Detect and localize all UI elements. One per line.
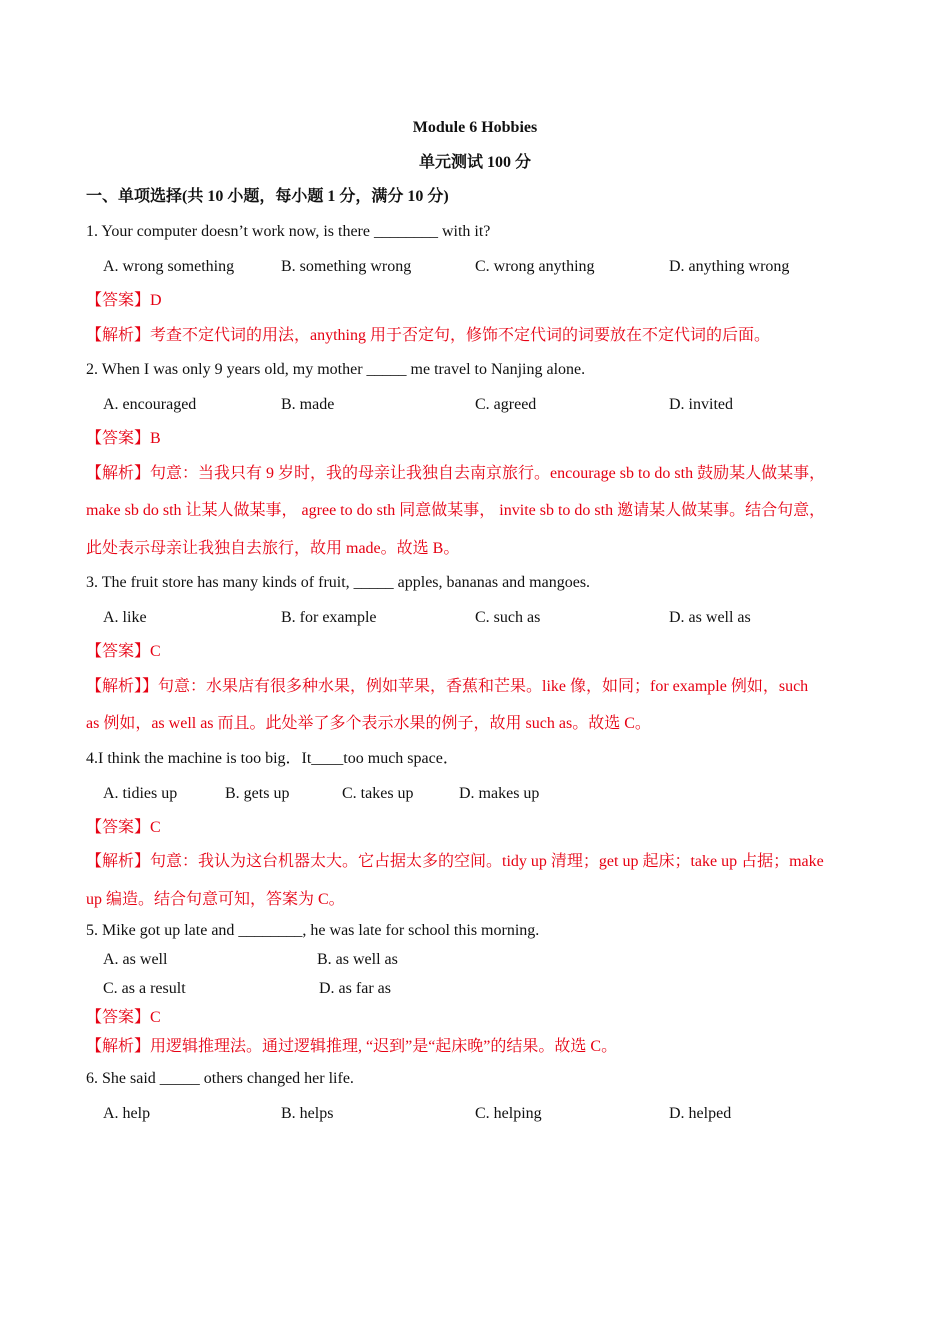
q5-option-b: B. as well as bbox=[317, 951, 398, 968]
q4-option-b: B. gets up bbox=[225, 785, 290, 802]
q5-stem: 5. Mike got up late and ________, he was late for school this morning. bbox=[86, 922, 540, 939]
q1-analysis: 【解析】考查不定代词的用法，anything 用于否定句，修饰不定代词的词要放在不定代词的后面。 bbox=[86, 327, 770, 344]
q5-option-c: C. as a result bbox=[103, 980, 186, 997]
q2-analysis-line3: 此处表示母亲让我独自去旅行，故用 made。故选 B。 bbox=[86, 540, 460, 557]
q2-analysis-line2: make sb do sth 让某人做某事， agree to do sth 同意做某事， invite sb to do sth 邀请某人做某事。结合句意， bbox=[86, 502, 826, 519]
q2-option-d: D. invited bbox=[669, 396, 733, 413]
q3-stem: 3. The fruit store has many kinds of fruit, _____ apples, bananas and mangoes. bbox=[86, 574, 591, 591]
q2-option-b: B. made bbox=[281, 396, 335, 413]
page-title: Module 6 Hobbies bbox=[412, 119, 538, 136]
q4-option-c: C. takes up bbox=[342, 785, 414, 802]
q2-stem: 2. When I was only 9 years old, my mother _____ me travel to Nanjing alone. bbox=[86, 361, 586, 378]
q4-analysis-line2: up 编造。结合句意可知，答案为 C。 bbox=[86, 891, 345, 908]
q1-answer: 【答案】D bbox=[86, 292, 162, 309]
q5-option-d: D. as far as bbox=[319, 980, 391, 997]
q2-option-c: C. agreed bbox=[475, 396, 537, 413]
q1-stem: 1. Your computer doesn’t work now, is there ________ with it? bbox=[86, 223, 491, 240]
q5-analysis: 【解析】用逻辑推理法。通过逻辑推理, “迟到”是“起床晚”的结果。故选 C。 bbox=[86, 1038, 618, 1055]
q3-option-a: A. like bbox=[103, 609, 147, 626]
q1-option-b: B. something wrong bbox=[281, 258, 412, 275]
q6-stem: 6. She said _____ others changed her life. bbox=[86, 1070, 354, 1087]
q6-option-d: D. helped bbox=[669, 1105, 732, 1122]
page-subtitle: 单元测试 100 分 bbox=[418, 154, 531, 171]
q1-option-d: D. anything wrong bbox=[669, 258, 790, 275]
q2-answer: 【答案】B bbox=[86, 430, 161, 447]
q3-analysis-line2: as 例如，as well as 而且。此处举了多个表示水果的例子，故用 such as。故选 C。 bbox=[86, 715, 651, 732]
q4-option-d: D. makes up bbox=[459, 785, 540, 802]
q1-option-c: C. wrong anything bbox=[475, 258, 595, 275]
q4-option-a: A. tidies up bbox=[103, 785, 178, 802]
q3-option-b: B. for example bbox=[281, 609, 377, 626]
q5-answer: 【答案】C bbox=[86, 1009, 161, 1026]
q6-option-b: B. helps bbox=[281, 1105, 334, 1122]
q2-option-a: A. encouraged bbox=[103, 396, 197, 413]
q4-analysis-line1: 【解析】句意：我认为这台机器太大。它占据太多的空间。tidy up 清理；get up 起床；take up 占据；make bbox=[86, 853, 824, 870]
q1-option-a: A. wrong something bbox=[103, 258, 235, 275]
q3-option-c: C. such as bbox=[475, 609, 541, 626]
q6-option-c: C. helping bbox=[475, 1105, 542, 1122]
q4-answer: 【答案】C bbox=[86, 819, 161, 836]
q3-answer: 【答案】C bbox=[86, 643, 161, 660]
q2-analysis-line1: 【解析】句意：当我只有 9 岁时，我的母亲让我独自去南京旅行。encourage sb to do sth 鼓励某人做某事， bbox=[86, 465, 826, 482]
q4-stem: 4.I think the machine is too big．It____too much space． bbox=[86, 750, 459, 767]
q5-option-a: A. as well bbox=[103, 951, 168, 968]
q3-analysis-line1: 【解析】】句意：水果店有很多种水果，例如苹果，香蕉和芒果。like 像，如同；for example 例如，such bbox=[86, 678, 809, 695]
q3-option-d: D. as well as bbox=[669, 609, 751, 626]
q6-option-a: A. help bbox=[103, 1105, 151, 1122]
section-heading: 一、单项选择(共 10 小题，每小题 1 分，满分 10 分) bbox=[86, 188, 449, 205]
